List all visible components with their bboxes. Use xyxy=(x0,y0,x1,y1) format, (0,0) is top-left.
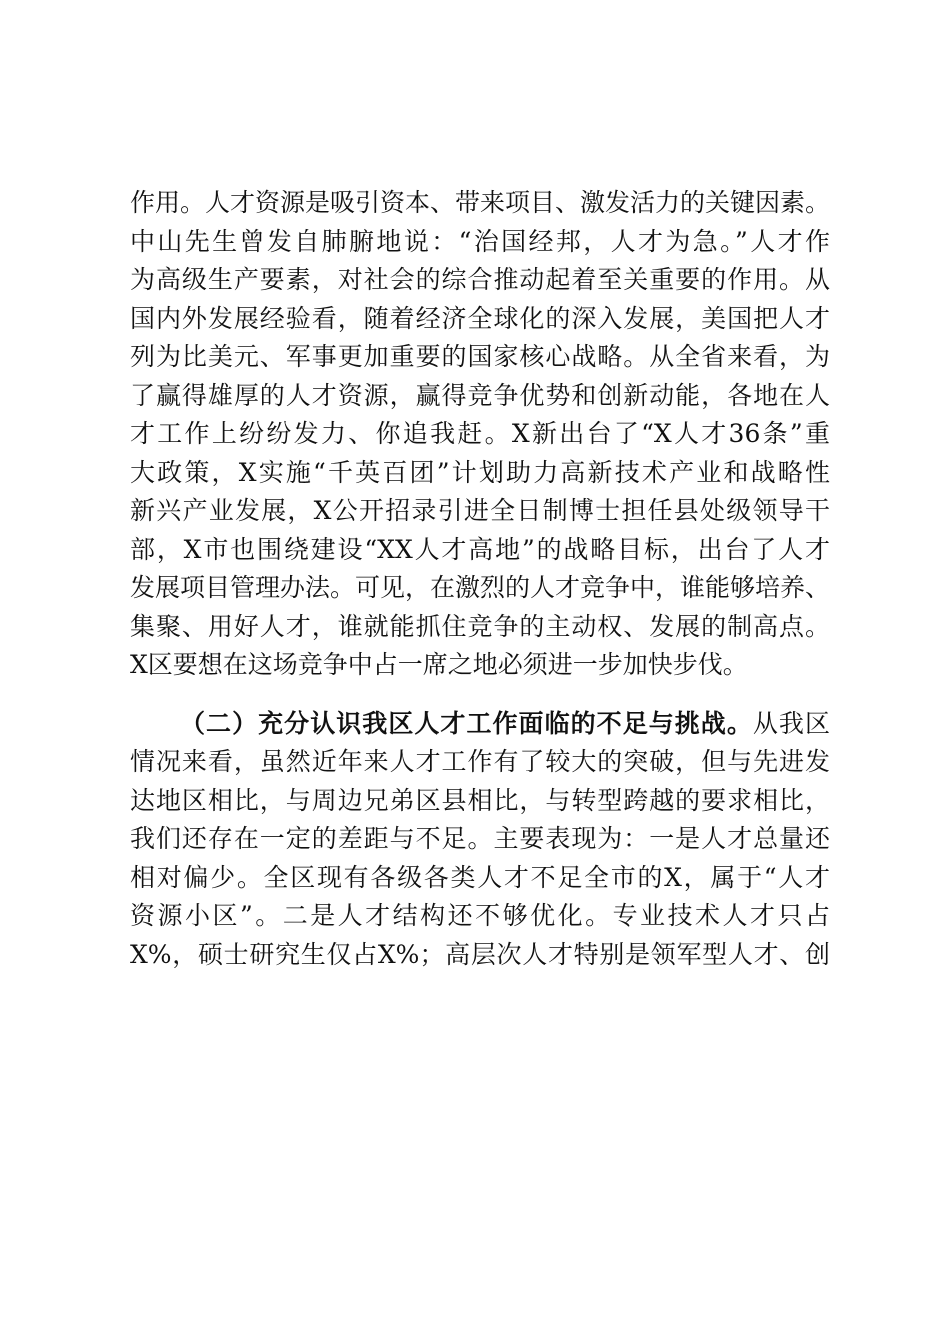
text-line: 相对偏少。全区现有各级各类人才不足全市的X，属于“人才 xyxy=(130,862,830,892)
text-line: 发展项目管理办法。可见，在激烈的人才竞争中，谁能够培养、 xyxy=(130,573,831,602)
text-line: 资源小区”。二是人才结构还不够优化。专业技术人才只占 xyxy=(130,901,830,930)
text-line: 部，X市也围绕建设“XX人才高地”的战略目标，出台了人才 xyxy=(130,534,830,564)
text-line: 集聚、用好人才，谁就能抓住竞争的主动权、发展的制高点。 xyxy=(130,611,830,641)
text-line: 新兴产业发展，X公开招录引进全日制博士担任县处级领导干 xyxy=(130,496,830,525)
paragraph-2 xyxy=(130,705,830,975)
text-line: 为高级生产要素，对社会的综合推动起着至关重要的作用。从 xyxy=(130,265,830,294)
body-text xyxy=(130,184,830,974)
text-line: X区要想在这场竞争中占一席之地必须进一步加快步伐。 xyxy=(130,650,748,679)
text-line: 列为比美元、军事更加重要的国家核心战略。从全省来看，为 xyxy=(130,342,830,371)
heading-continuation: 从我区 xyxy=(752,708,830,738)
text-line: 中山先生曾发自肺腑地说：“治国经邦，人才为急。”人才作 xyxy=(130,226,830,256)
section-heading: （二）充分认识我区人才工作面临的不足与挑战。 xyxy=(180,708,753,738)
text-line: 了赢得雄厚的人才资源，赢得竞争优势和创新动能，各地在人 xyxy=(130,380,830,410)
text-line: 大政策，X实施“千英百团”计划助力高新技术产业和战略性 xyxy=(130,457,830,487)
text-line xyxy=(130,705,830,744)
text-line: 情况来看，虽然近年来人才工作有了较大的突破，但与先进发 xyxy=(130,747,830,776)
text-line: 才工作上纷纷发力、你追我赶。X新出台了“X人才36条”重 xyxy=(130,419,830,448)
text-line: 达地区相比，与周边兄弟区县相比，与转型跨越的要求相比， xyxy=(130,785,830,815)
text-line: X%，硕士研究生仅占X%；高层次人才特别是领军型人才、创 xyxy=(130,939,830,969)
paragraph-gap xyxy=(130,685,830,705)
text-line: 国内外发展经验看，随着经济全球化的深入发展，美国把人才 xyxy=(130,303,830,333)
text-line: 我们还存在一定的差距与不足。主要表现为：一是人才总量还 xyxy=(130,824,830,853)
paragraph-1 xyxy=(130,184,830,685)
text-line: 作用。人才资源是吸引资本、带来项目、激发活力的关键因素。 xyxy=(130,188,831,217)
